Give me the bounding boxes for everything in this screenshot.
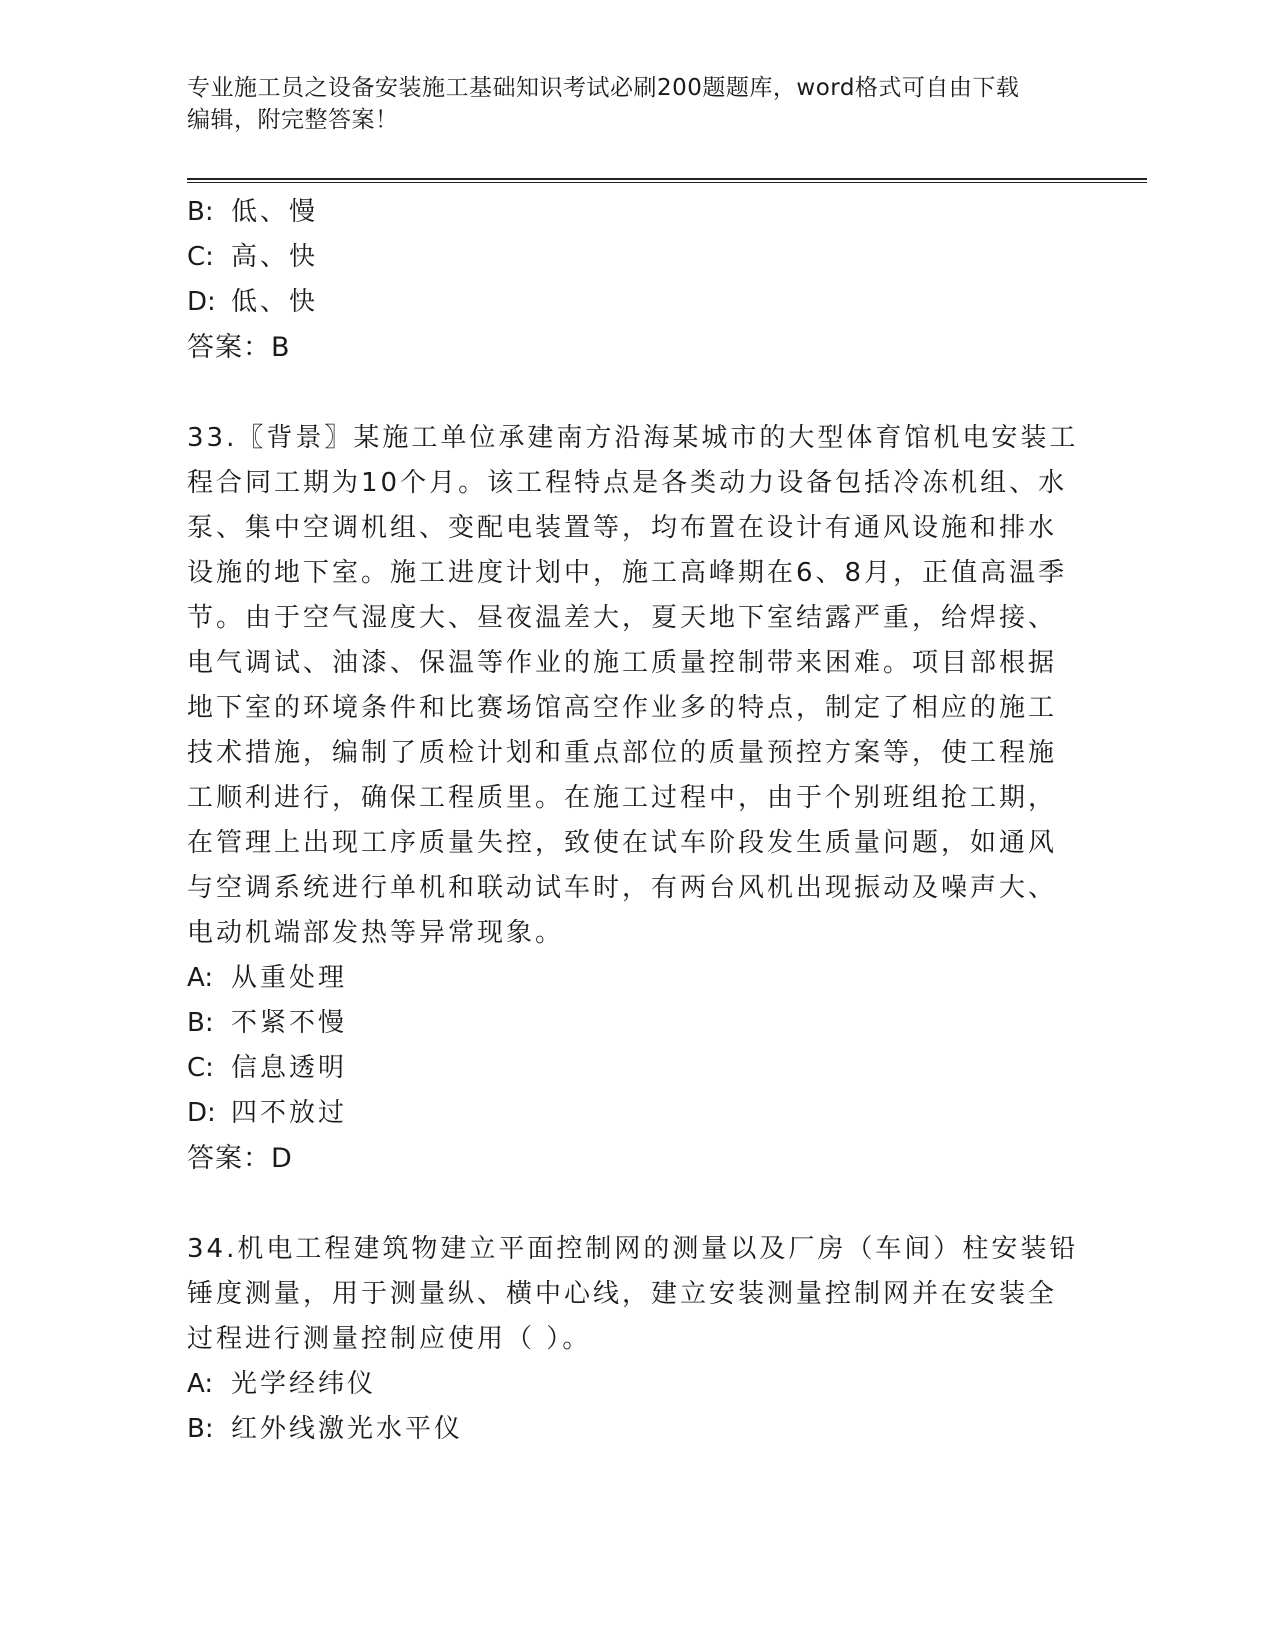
option-letter: A:	[187, 1369, 214, 1399]
question-text-line: 电气调试、油漆、保温等作业的施工质量控制带来困难。项目部根据	[187, 648, 1058, 678]
option-letter: A:	[187, 963, 214, 993]
header-title-line-1: 专业施工员之设备安装施工基础知识考试必刷200题题库，word格式可自由下载	[187, 75, 1020, 101]
option-text: 低、慢	[231, 197, 319, 227]
option-c	[187, 1046, 1087, 1091]
question-text-line: 过程进行测量控制应使用（ ）。	[187, 1324, 592, 1354]
question-text-line: 程合同工期为10个月。该工程特点是各类动力设备包括冷冻机组、水	[187, 468, 1068, 498]
option-d	[187, 1091, 1087, 1136]
question-text-line: 地下室的环境条件和比赛场馆高空作业多的特点，制定了相应的施工	[187, 693, 1058, 723]
document-body	[187, 190, 1087, 1452]
question-text-line: 锤度测量，用于测量纵、横中心线，建立安装测量控制网并在安装全	[187, 1279, 1058, 1309]
option-text: 从重处理	[231, 963, 348, 993]
option-a	[187, 956, 1087, 1001]
option-letter: B:	[187, 1008, 214, 1038]
answer-line: 答案：B	[187, 332, 291, 363]
option-letter: C:	[187, 1053, 214, 1083]
question-text-line: 33.〖背景〗某施工单位承建南方沿海某城市的大型体育馆机电安装工	[187, 423, 1079, 453]
question-text-line: 在管理上出现工序质量失控，致使在试车阶段发生质量问题，如通风	[187, 828, 1058, 858]
question-text-line: 34.机电工程建筑物建立平面控制网的测量以及厂房（车间）柱安装铅	[187, 1234, 1079, 1264]
question-text-line: 泵、集中空调机组、变配电装置等，均布置在设计有通风设施和排水	[187, 513, 1058, 543]
option-letter: D:	[187, 1098, 216, 1128]
spacer	[187, 1182, 1087, 1227]
option-text: 四不放过	[231, 1098, 348, 1128]
page-header	[187, 72, 1067, 136]
question-text-line: 设施的地下室。施工进度计划中，施工高峰期在6、8月，正值高温季	[187, 558, 1068, 588]
question-text-line: 与空调系统进行单机和联动试车时，有两台风机出现振动及噪声大、	[187, 873, 1058, 903]
option-b	[187, 1001, 1087, 1046]
question-text-line: 电动机端部发热等异常现象。	[187, 918, 565, 948]
question-text-line: 技术措施，编制了质检计划和重点部位的质量预控方案等，使工程施	[187, 738, 1058, 768]
option-a	[187, 1362, 1087, 1407]
option-b	[187, 190, 1087, 235]
option-text: 红外线激光水平仪	[231, 1414, 464, 1444]
option-letter: B:	[187, 197, 214, 227]
question-32	[187, 190, 1087, 371]
question-text-line: 工顺利进行，确保工程质里。在施工过程中，由于个别班组抢工期，	[187, 783, 1058, 813]
header-title-line-2: 编辑，附完整答案！	[187, 107, 399, 133]
option-text: 光学经纬仪	[231, 1369, 377, 1399]
option-b	[187, 1407, 1087, 1452]
option-text: 低、快	[231, 287, 319, 317]
question-34	[187, 1227, 1087, 1452]
option-letter: B:	[187, 1414, 214, 1444]
option-letter: C:	[187, 242, 214, 272]
question-text-line: 节。由于空气湿度大、昼夜温差大，夏天地下室结露严重，给焊接、	[187, 603, 1058, 633]
option-d	[187, 280, 1087, 325]
answer-line: 答案：D	[187, 1143, 293, 1174]
option-letter: D:	[187, 287, 216, 317]
question-33	[187, 416, 1087, 1182]
spacer	[187, 371, 1087, 416]
header-divider-thick	[187, 178, 1147, 180]
option-text: 信息透明	[231, 1053, 348, 1083]
option-text: 不紧不慢	[231, 1008, 348, 1038]
option-text: 高、快	[231, 242, 319, 272]
option-c	[187, 235, 1087, 280]
header-divider-thin	[187, 182, 1147, 183]
